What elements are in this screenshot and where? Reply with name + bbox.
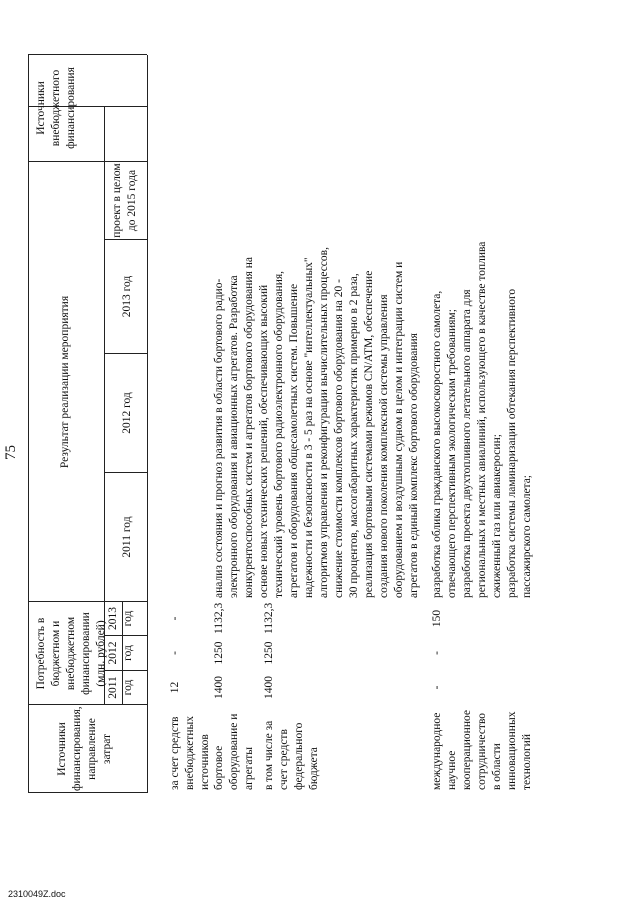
header-year-2013: 2013 год	[107, 607, 134, 630]
footer-filename: 2310049Z.doc	[8, 889, 66, 899]
header-need-group: Потребность в бюджетном и внебюджетном финансировании (млн. рублей)	[35, 612, 107, 695]
row-4-name: международное научное кооперационное сотрудничество в области инновационных технологий	[431, 710, 533, 790]
col-rule-5	[104, 472, 147, 473]
header-result-project: проект в целом до 2015 года	[111, 163, 138, 238]
col-rule-4	[28, 601, 147, 602]
col-rule-7	[104, 239, 147, 240]
page-number: 75	[3, 445, 19, 460]
header-year-2012: 2012 год	[107, 641, 134, 665]
header-sources-col: Источники финансирования, направление затрат	[56, 706, 113, 791]
col-rule-8	[28, 161, 147, 162]
col-rule-3	[104, 635, 147, 636]
row-2-2011: 1400	[213, 676, 225, 699]
row-2-result: анализ состояния и прогноз развития в области бортового радио- электронного оборудования и авиационных агрегатов. Разработка конкурентоспособных систем и агрегатов бортового оборудования на основе новых технических решений, обеспечивающих высокий технический уровень бортового радиоэлектронного оборудования, агрегатов и оборудования общесамолетных систем. Повышение надежности и безопасности в 3 - 5 раз на основе "интеллектуальных" алгоритмов управления и реконфигурации вычислительных процессов, снижение стоимости комплексов бортового оборудования на 20 - 30 процентов, массогабаритных характеристик примерно в 2 раза, реализация бортовыми системами режимов CN/ATM, обеспечение создания нового поколения комплексной системы управления оборудованием и воздушным судном в целом и интеграции систем и агрегатов в единый комплекс бортового оборудования	[213, 247, 420, 598]
row-2-2012: 1250	[213, 641, 225, 665]
header-result-2013: 2013 год	[121, 275, 133, 318]
col-rule-1	[28, 704, 147, 705]
header-result-2011: 2011 год	[121, 516, 133, 558]
row-3-name: в том числе за счет средств федерального бюджета	[263, 720, 320, 790]
header-year-2011: 2011 год	[107, 676, 134, 699]
row-4-2011: -	[431, 685, 443, 690]
header-extra-sources: Источники внебюджетного финансирования	[35, 67, 77, 149]
col-rule-2	[104, 670, 147, 671]
row-4-2013: 150	[431, 609, 443, 628]
row-2-name: бортовое оборудование и агрегаты	[213, 713, 255, 790]
row-1-2012: -	[169, 651, 181, 655]
row-2-2013: 1132,3	[213, 602, 225, 634]
header-result-2012: 2012 год	[121, 392, 133, 434]
row-1-2011: 12	[169, 681, 181, 694]
row-1-name: за счет средств внебюджетных источников	[169, 716, 211, 790]
header-result-group: Результат реализации мероприятия	[59, 295, 71, 469]
table-top-rule	[28, 55, 29, 793]
row-3-2012: 1250	[263, 641, 275, 665]
row-1-2013: -	[169, 616, 181, 621]
header-bottom-rule	[147, 55, 148, 793]
col-rule-10	[28, 54, 147, 55]
row-3-2013: 1132,3	[263, 602, 275, 634]
col-rule-0	[28, 792, 147, 793]
col-rule-6	[104, 353, 147, 354]
row-3-2011: 1400	[263, 676, 275, 699]
row-4-result: разработка облика гражданского высокоскоростного самолета, отвечающего перспективным экологическим требованиям; разработка проекта двухтопливного летательного аппарата для региональных и местных авиалиний, использующего в качестве топлива сжиженный газ или авиакеросин; разработка системы ламинаризации обтекания перспективного пассажирского самолета;	[431, 241, 533, 598]
row-4-2012: -	[431, 651, 443, 655]
